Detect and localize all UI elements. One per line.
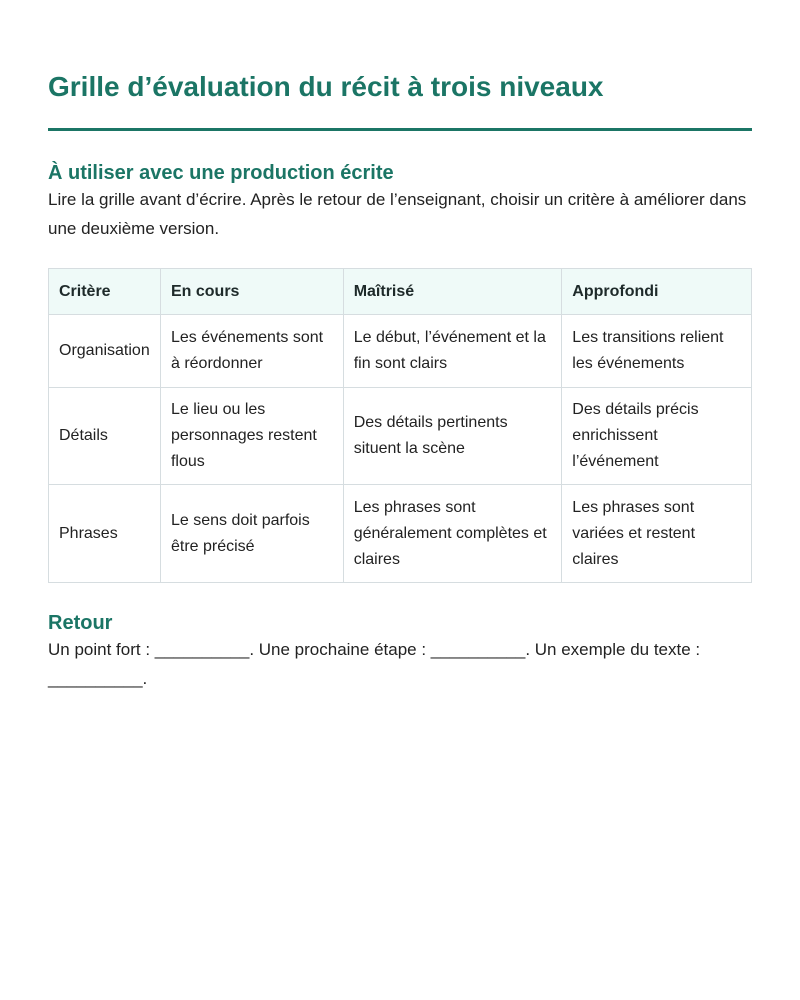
column-header-approfondi: Approfondi xyxy=(562,269,752,315)
column-header-maitrise: Maîtrisé xyxy=(343,269,562,315)
retour-prompt: Un point fort : __________. Une prochaine étape : __________. Un exemple du texte : __________. xyxy=(48,640,701,688)
level-approfondi-cell: Les transitions relient les événements xyxy=(562,315,752,388)
level-approfondi-cell: Des détails précis enrichissent l’événement xyxy=(562,388,752,485)
level-maitrise-cell: Les phrases sont généralement complètes et claires xyxy=(343,485,562,583)
criterion-cell: Phrases xyxy=(49,485,161,583)
table-row xyxy=(49,485,752,583)
table-header-row xyxy=(49,269,752,315)
table-row xyxy=(49,388,752,485)
level-en-cours-cell: Le sens doit parfois être précisé xyxy=(160,485,343,583)
level-maitrise-cell: Le début, l’événement et la fin sont clairs xyxy=(343,315,562,388)
criterion-cell: Détails xyxy=(49,388,161,485)
level-maitrise-cell: Des détails pertinents situent la scène xyxy=(343,388,562,485)
table-row xyxy=(49,315,752,388)
usage-instructions: Lire la grille avant d’écrire. Après le retour de l’enseignant, choisir un critère à améliorer dans une deuxième version. xyxy=(48,190,747,238)
rubric-table xyxy=(48,268,752,583)
column-header-en-cours: En cours xyxy=(160,269,343,315)
usage-heading: À utiliser avec une production écrite xyxy=(48,162,394,184)
level-en-cours-cell: Les événements sont à réordonner xyxy=(160,315,343,388)
title-divider xyxy=(48,128,752,131)
level-en-cours-cell: Le lieu ou les personnages restent flous xyxy=(160,388,343,485)
retour-heading: Retour xyxy=(48,612,113,634)
level-approfondi-cell: Les phrases sont variées et restent claires xyxy=(562,485,752,583)
page-title: Grille d’évaluation du récit à trois niveaux xyxy=(48,71,604,102)
rubric-document xyxy=(48,0,752,693)
column-header-critere: Critère xyxy=(49,269,161,315)
criterion-cell: Organisation xyxy=(49,315,161,388)
